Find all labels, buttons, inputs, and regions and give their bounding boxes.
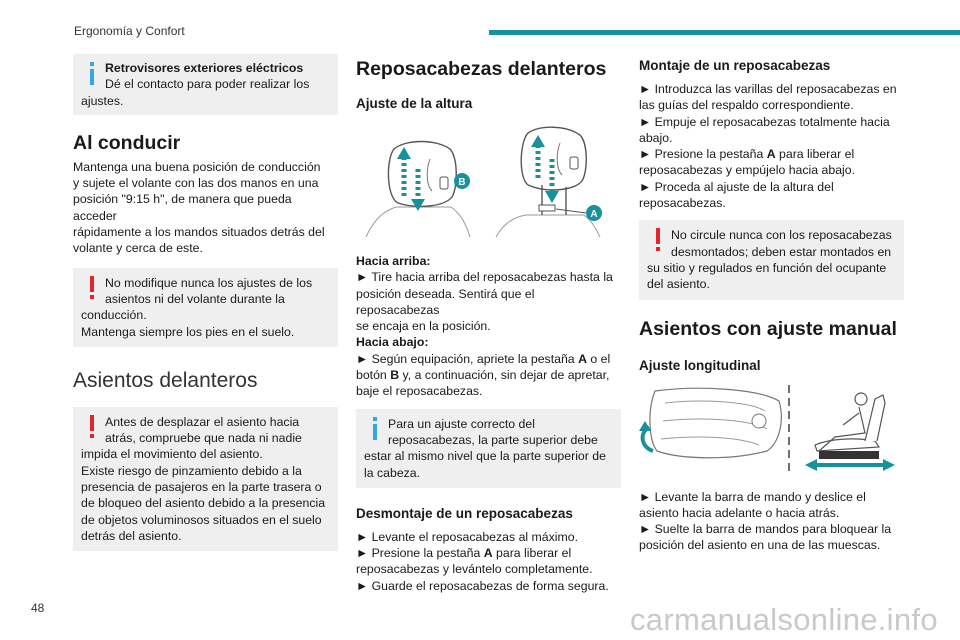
info-line: la cabeza. (364, 465, 421, 480)
warning-line: de bloqueo del asiento debido a la presencia (81, 496, 326, 511)
warning-line: Antes de desplazar el asiento hacia (105, 414, 300, 429)
section-title-front-seats: Asientos delanteros (73, 368, 258, 392)
instruction-line: baje el reposacabezas. (356, 384, 483, 399)
instruction-line: reposacabezas. (639, 196, 726, 211)
info-icon (370, 417, 380, 442)
section-title-headrests: Reposacabezas delanteros (356, 58, 607, 80)
instruction-line: se encaja en la posición. (356, 319, 491, 334)
instruction-line: ► Guarde el reposacabezas de forma segura. (356, 578, 609, 593)
instruction-line: ► Tire hacia arriba del reposacabezas hasta la (356, 270, 613, 285)
warning-seats (73, 407, 338, 551)
mounting-instructions (639, 81, 904, 211)
warning-icon (87, 415, 97, 440)
instruction-line: ► Empuje el reposacabezas totalmente hacia (639, 114, 890, 129)
info-line: estar al mismo nivel que la parte superior de (364, 449, 606, 464)
down-label: Hacia abajo: (356, 335, 429, 350)
warning-line: impida el movimiento del asiento. (81, 447, 263, 462)
instruction-line: ► Levante la barra de mando y deslice el (639, 489, 866, 504)
instruction-line: reposacabezas y levántelo completamente. (356, 562, 593, 577)
instruction-line: posición deseada. Sentirá que el reposacabezas (356, 286, 535, 317)
driving-paragraph (73, 159, 338, 257)
section-title-driving: Al conducir (73, 131, 181, 154)
instruction-line: asiento hacia adelante o hacia atrás. (639, 505, 840, 520)
warning-line: de objetos voluminosos situados en el suelo (81, 512, 322, 527)
instruction-line: ► Según equipación, apriete la pestaña A o el (356, 351, 611, 366)
warning-line: atrás, compruebe que nada ni nadie (105, 431, 302, 446)
warning-line: del asiento. (647, 277, 710, 292)
driving-line: y sujete el volante con las dos manos en una (73, 176, 319, 191)
warning-line: detrás del asiento. (81, 528, 182, 543)
instruction-line: abajo. (639, 130, 673, 145)
subsection-title-removal: Desmontaje de un reposacabezas (356, 505, 573, 521)
instruction-line: ► Proceda al ajuste de la altura del (639, 179, 834, 194)
warning-mounting (639, 220, 904, 299)
driving-line: volante y cerca de este. (73, 241, 203, 256)
warning-line: Mantenga siempre los pies en el suelo. (81, 324, 295, 339)
instruction-line: posición del asiento en una de las muescas. (639, 538, 881, 553)
subsection-title-longitudinal: Ajuste longitudinal (639, 357, 761, 373)
instruction-line: ► Presione la pestaña A para liberar el (639, 147, 855, 162)
headrest-illustration (356, 119, 621, 249)
instruction-line: reposacabezas y empújelo hacia abajo. (639, 163, 856, 178)
info-icon (87, 62, 97, 87)
note-mirrors-text: Dé el contacto para poder realizar los (105, 77, 310, 92)
subsection-title-mounting: Montaje de un reposacabezas (639, 58, 831, 73)
warning-line: su sitio y regulados en función del ocupante (647, 260, 887, 275)
height-instructions (356, 253, 621, 400)
warning-line: conducción. (81, 308, 147, 323)
warning-icon (87, 276, 97, 301)
note-mirrors (73, 54, 338, 115)
instruction-line: ► Suelte la barra de mandos para bloquear la (639, 522, 892, 537)
warning-line: asientos ni del volante durante la (105, 291, 285, 306)
info-line: Para un ajuste correcto del (388, 416, 535, 431)
info-headrest (356, 409, 621, 488)
warning-line: presencia de pasajeros en la parte trasera o (81, 480, 322, 495)
instruction-line: botón B y, a continuación, sin dejar de apretar, (356, 368, 610, 383)
column-middle (356, 54, 621, 594)
header-accent-bar (489, 30, 960, 35)
note-mirrors-title: Retrovisores exteriores eléctricos (105, 61, 304, 75)
column-right (639, 54, 904, 554)
section-title-manual-seats: Asientos con ajuste manual (639, 317, 897, 340)
warning-line: Existe riesgo de pinzamiento debido a la (81, 463, 302, 478)
header-title: Ergonomía y Confort (74, 24, 185, 38)
column-left (73, 54, 338, 551)
driving-line: rápidamente a los mandos situados detrás del (73, 225, 325, 240)
info-line: reposacabezas, la parte superior debe (388, 432, 598, 447)
driving-line: posición "9:15 h", de manera que pueda acceder (73, 192, 292, 223)
warning-icon (653, 228, 663, 253)
up-label: Hacia arriba: (356, 254, 431, 268)
removal-instructions (356, 529, 621, 594)
instruction-line: ► Presione la pestaña A para liberar el (356, 546, 572, 561)
driving-line: Mantenga una buena posición de conducción (73, 159, 321, 174)
instruction-line: ► Levante el reposacabezas al máximo. (356, 529, 579, 544)
warning-line: No circule nunca con los reposacabezas (671, 228, 892, 243)
subsection-title-height: Ajuste de la altura (356, 96, 473, 111)
seat-figure (639, 381, 904, 473)
longitudinal-instructions (639, 489, 904, 554)
label-a: A (590, 209, 598, 220)
seat-illustration (639, 381, 904, 473)
warning-driving (73, 268, 338, 347)
headrest-figure (356, 119, 621, 249)
warning-line: No modifique nunca los ajustes de los (105, 275, 313, 290)
instruction-line: las guías del respaldo correspondiente. (639, 98, 854, 113)
note-mirrors-text-2: ajustes. (81, 93, 124, 108)
label-b: B (458, 177, 466, 188)
watermark: carmanualsonline.info (630, 602, 938, 637)
instruction-line: ► Introduzca las varillas del reposacabezas en (639, 82, 897, 96)
warning-line: desmontados; deben estar montados en (671, 244, 892, 259)
page-number: 48 (31, 601, 45, 615)
